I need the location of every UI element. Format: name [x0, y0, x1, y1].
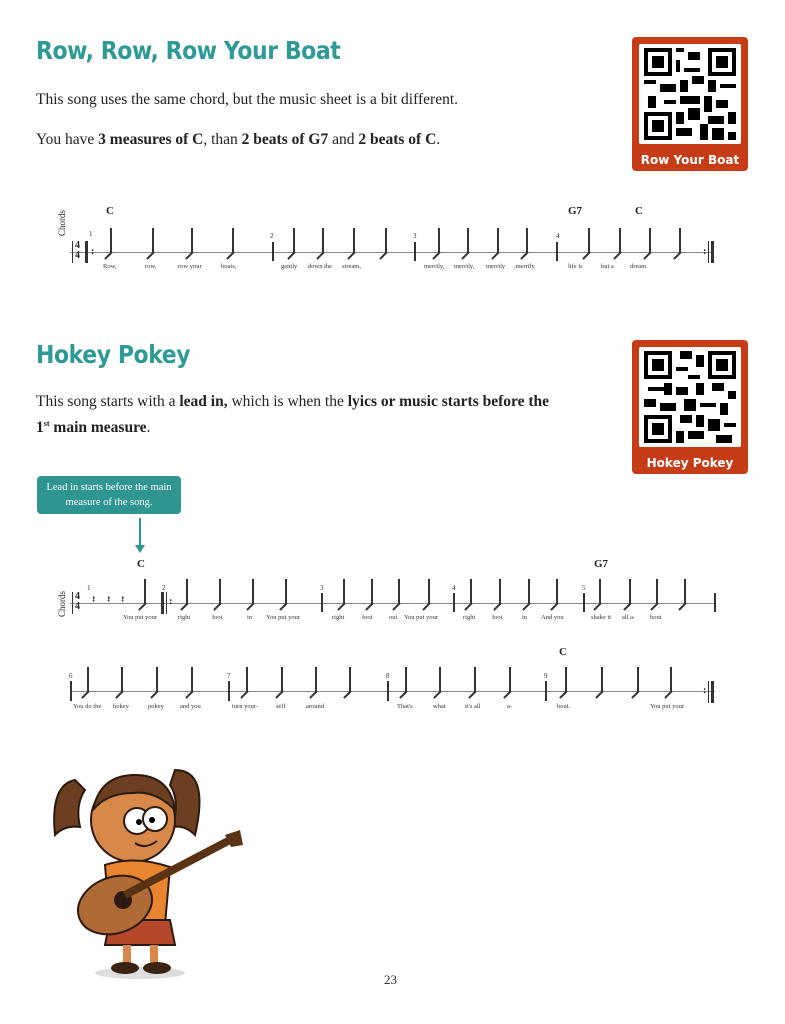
- slash-note-icon: [349, 667, 351, 691]
- slash-note-icon: [601, 667, 603, 691]
- slash-note-icon: [232, 228, 234, 252]
- lyric-syllable: row,: [145, 263, 157, 270]
- hokey-chord-staff-2: : 6 7 8 9 C You do the hokey pokey and you turn your- self around That's what it's all a- bout. You put your: [0, 640, 785, 720]
- lyric-syllable: boats,: [221, 263, 237, 270]
- lyric-syllable: And you: [541, 614, 564, 621]
- slash-note-icon: [343, 579, 345, 603]
- hokey-pokey-intro: This song starts with a lead in, which is when the lyics or music starts before the 1st main measure.: [36, 393, 550, 437]
- lyric-syllable: right: [178, 614, 191, 621]
- lyric-syllable: pokey: [148, 703, 164, 710]
- lyric-syllable: dream.: [630, 263, 648, 270]
- qr-code-icon: [639, 44, 741, 144]
- slash-note-icon: [110, 228, 112, 252]
- slash-note-icon: [322, 228, 324, 252]
- time-signature: 4 4: [75, 240, 80, 261]
- lyric-syllable: foot: [492, 614, 503, 621]
- slash-note-icon: [121, 667, 123, 691]
- slash-note-icon: [599, 579, 601, 603]
- slash-note-icon: [246, 667, 248, 691]
- slash-note-icon: [219, 579, 221, 603]
- lyric-syllable: Row,: [103, 263, 117, 270]
- slash-note-icon: [385, 228, 387, 252]
- lyric-syllable: all a-: [622, 614, 636, 621]
- lyric-syllable: around: [306, 703, 325, 710]
- slash-note-icon: [191, 667, 193, 691]
- slash-note-icon: [252, 579, 254, 603]
- slash-note-icon: [191, 228, 193, 252]
- qr-caption: Row Your Boat: [640, 153, 740, 167]
- lyric-syllable: foot: [362, 614, 373, 621]
- slash-note-icon: [526, 228, 528, 252]
- hokey-chord-staff-1: Chords 4 4 𝄽 𝄽 𝄽 : 1 2 3 4 5 C G7 You put your right foot in You put your right foot out You put your right foot in And you shake it all a- bout: [0, 555, 785, 635]
- rest-icon: 𝄽: [121, 593, 125, 606]
- lyric-syllable: You put your: [266, 614, 301, 621]
- slash-note-icon: [293, 228, 295, 252]
- lyric-syllable: what: [433, 703, 446, 710]
- lyric-syllable: gently: [281, 263, 298, 270]
- slash-note-icon: [588, 228, 590, 252]
- slash-note-icon: [679, 228, 681, 252]
- chord-label: C: [137, 558, 145, 570]
- lyric-syllable: in: [522, 614, 528, 621]
- slash-note-icon: [637, 667, 639, 691]
- slash-note-icon: [398, 579, 400, 603]
- slash-note-icon: [281, 667, 283, 691]
- staff-label: Chords: [57, 209, 67, 236]
- slash-note-icon: [684, 579, 686, 603]
- slash-note-icon: [499, 579, 501, 603]
- lyric-syllable: bout.: [557, 703, 571, 710]
- lyric-syllable: merrily,: [424, 263, 445, 270]
- row-boat-details: You have 3 measures of C, than 2 beats of G7 and 2 beats of C.: [36, 131, 441, 148]
- section-title-row-your-boat: Row, Row, Row Your Boat: [36, 36, 341, 65]
- chord-label: G7: [594, 558, 609, 570]
- lead-in-callout: Lead in starts before the main measure of the song.: [37, 476, 181, 514]
- chord-label: C: [106, 205, 114, 217]
- lyric-syllable: a-: [507, 703, 513, 710]
- qr-code-icon: [639, 347, 741, 447]
- lyric-syllable: right: [463, 614, 476, 621]
- slash-note-icon: [428, 579, 430, 603]
- lyric-syllable: turn your-: [232, 703, 259, 710]
- slash-note-icon: [315, 667, 317, 691]
- slash-note-icon: [467, 228, 469, 252]
- slash-note-icon: [186, 579, 188, 603]
- lyric-syllable: in: [247, 614, 253, 621]
- slash-note-icon: [405, 667, 407, 691]
- slash-note-icon: [619, 228, 621, 252]
- slash-note-icon: [556, 579, 558, 603]
- page-number: 23: [384, 972, 397, 987]
- chord-label: G7: [568, 205, 583, 217]
- slash-note-icon: [470, 579, 472, 603]
- lyric-syllable: merrily,: [454, 263, 475, 270]
- callout-arrow: [139, 518, 141, 548]
- time-signature: 4 4: [75, 591, 80, 612]
- chord-label: C: [635, 205, 643, 217]
- lyric-syllable: You put your: [404, 614, 439, 621]
- lyric-syllable: ,merrily: [514, 263, 535, 270]
- slash-note-icon: [629, 579, 631, 603]
- lyric-syllable: hokey: [113, 703, 129, 710]
- rest-icon: 𝄽: [107, 593, 111, 606]
- lyric-syllable: self: [276, 703, 286, 710]
- lyric-syllable: You put your: [123, 614, 158, 621]
- lyric-syllable: You put your: [650, 703, 685, 710]
- chord-label: C: [559, 646, 567, 658]
- lyric-syllable: down the: [308, 263, 333, 270]
- slash-note-icon: [649, 228, 651, 252]
- lyric-syllable: it's all: [465, 703, 481, 710]
- row-boat-chord-staff: Chords 4 4 : : 1 2 3 4 C G7 C Row, row, row your boats, gently down the stream, merrily, merrily, merrily ,merrily life is but a dream.: [0, 195, 785, 285]
- slash-note-icon: [497, 228, 499, 252]
- arrow-head-icon: [135, 545, 145, 553]
- lyric-syllable: That's: [397, 703, 413, 710]
- slash-note-icon: [87, 667, 89, 691]
- qr-caption: Hokey Pokey: [646, 456, 734, 470]
- slash-note-icon: [474, 667, 476, 691]
- lyric-syllable: shake it: [591, 614, 612, 621]
- slash-note-icon: [509, 667, 511, 691]
- slash-note-icon: [656, 579, 658, 603]
- section-title-hokey-pokey: Hokey Pokey: [36, 340, 191, 369]
- lyric-syllable: stream,: [342, 263, 361, 270]
- lyric-syllable: right: [332, 614, 345, 621]
- qr-code-hokey-pokey[interactable]: [632, 340, 748, 474]
- slash-note-icon: [528, 579, 530, 603]
- lyric-syllable: row your: [178, 263, 202, 270]
- slash-note-icon: [439, 667, 441, 691]
- slash-note-icon: [353, 228, 355, 252]
- lyric-syllable: bout: [650, 614, 662, 621]
- lyric-syllable: You do the: [73, 703, 102, 710]
- row-boat-intro: This song uses the same chord, but the music sheet is a bit different.: [36, 91, 459, 108]
- slash-note-icon: [565, 667, 567, 691]
- slash-note-icon: [670, 667, 672, 691]
- qr-code-row-your-boat[interactable]: [632, 37, 748, 171]
- slash-note-icon: [144, 579, 146, 603]
- lyric-syllable: but a: [601, 263, 614, 270]
- slash-note-icon: [285, 579, 287, 603]
- lyric-syllable: life is: [568, 263, 583, 270]
- staff-line: [70, 252, 712, 253]
- girl-with-guitar-illustration: [45, 755, 245, 985]
- lyric-syllable: and you: [180, 703, 201, 710]
- slash-note-icon: [371, 579, 373, 603]
- rest-icon: 𝄽: [92, 593, 96, 606]
- slash-note-icon: [438, 228, 440, 252]
- lyric-syllable: merrily: [486, 263, 506, 270]
- slash-note-icon: [156, 667, 158, 691]
- lyric-syllable: foot: [212, 614, 223, 621]
- slash-note-icon: [152, 228, 154, 252]
- lyric-syllable: out: [389, 614, 398, 621]
